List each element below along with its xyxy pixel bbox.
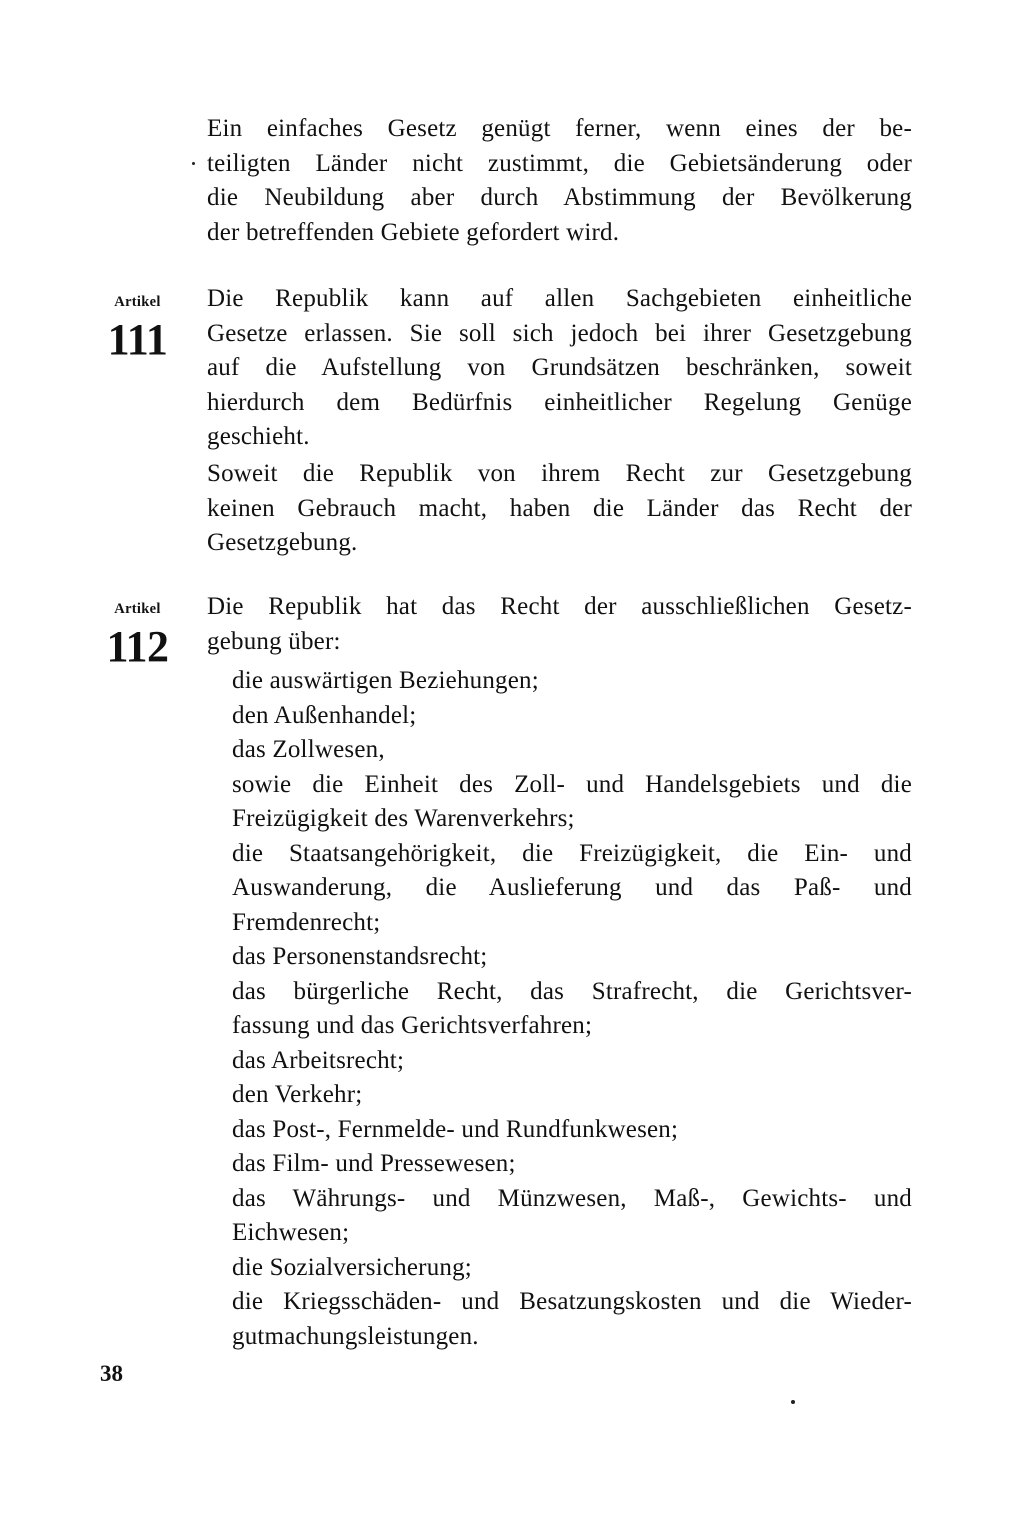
list-item: den Verkehr;: [232, 1081, 363, 1108]
intro-paragraph: [207, 112, 912, 250]
list-item: Eichwesen;: [232, 1219, 350, 1246]
text-line: der betreffenden Gebiete gefordert wird.: [207, 218, 620, 246]
text-line: Ein einfaches Gesetz genügt ferner, wenn eines der be-: [207, 115, 912, 142]
list-item: die Sozialversicherung;: [232, 1253, 472, 1281]
list-item: die auswärtigen Beziehungen;: [232, 667, 539, 694]
text-line: hierdurch dem Bedürfnis einheitlicher Regelung Genüge: [207, 388, 912, 416]
text-line: Gesetzgebung.: [207, 529, 358, 556]
article-112-intro: [207, 590, 912, 659]
text-line: auf die Aufstellung von Grundsätzen beschränken, soweit: [207, 354, 912, 381]
list-item: das Arbeitsrecht;: [232, 1046, 405, 1074]
article-111-marker: [100, 293, 175, 363]
list-item: die Staatsangehörigkeit, die Freizügigkeit, die Ein- und: [232, 839, 912, 867]
list-item: das Personenstandsrecht;: [232, 943, 488, 970]
page-number: 38: [100, 1361, 123, 1386]
text-line: Die Republik kann auf allen Sachgebieten einheitliche: [207, 285, 912, 312]
list-item: den Außenhandel;: [232, 701, 417, 729]
list-item: das bürgerliche Recht, das Strafrecht, die Gerichtsver-: [232, 977, 912, 1005]
list-item: sowie die Einheit des Zoll- und Handelsgebiets und die: [232, 770, 912, 798]
list-item: das Post-, Fernmelde- und Rundfunkwesen;: [232, 1115, 679, 1143]
text-line: keinen Gebrauch macht, haben die Länder das Recht der: [207, 494, 912, 522]
list-item: Freizügigkeit des Warenverkehrs;: [232, 805, 575, 832]
list-item: das Währungs- und Münzwesen, Maß-, Gewichts- und: [232, 1184, 912, 1212]
list-item: Fremdenrecht;: [232, 908, 381, 936]
text-line: gebung über:: [207, 627, 341, 655]
article-112-list: [232, 664, 912, 1354]
scan-speck: [791, 1400, 795, 1404]
article-111-paragraph-1: [207, 282, 912, 455]
article-label: Artikel: [114, 601, 161, 617]
article-112-marker: [100, 600, 175, 670]
text-line: die Neubildung aber durch Abstimmung der Bevölkerung: [207, 184, 912, 211]
list-item: die Kriegsschäden- und Besatzungskosten und die Wieder-: [232, 1288, 912, 1315]
text-line: Die Republik hat das Recht der ausschließlichen Gesetz-: [207, 593, 912, 620]
text-line: Gesetze erlassen. Sie soll sich jedoch bei ihrer Gesetzgebung: [207, 319, 912, 347]
text-line: Soweit die Republik von ihrem Recht zur Gesetzgebung: [207, 460, 912, 487]
article-number: 112: [106, 622, 169, 671]
article-number: 111: [107, 315, 168, 364]
scan-speck: [192, 162, 195, 165]
list-item: das Zollwesen,: [232, 736, 385, 763]
article-label: Artikel: [114, 294, 161, 310]
list-item: das Film- und Pressewesen;: [232, 1150, 516, 1177]
article-111-paragraph-2: [207, 457, 912, 561]
list-item: Auswanderung, die Auslieferung und das Paß- und: [232, 874, 912, 901]
text-line: geschieht.: [207, 423, 310, 450]
text-line: teiligten Länder nicht zustimmt, die Gebietsänderung oder: [207, 149, 912, 177]
list-item: gutmachungsleistungen.: [232, 1322, 479, 1350]
list-item: fassung und das Gerichtsverfahren;: [232, 1012, 593, 1039]
